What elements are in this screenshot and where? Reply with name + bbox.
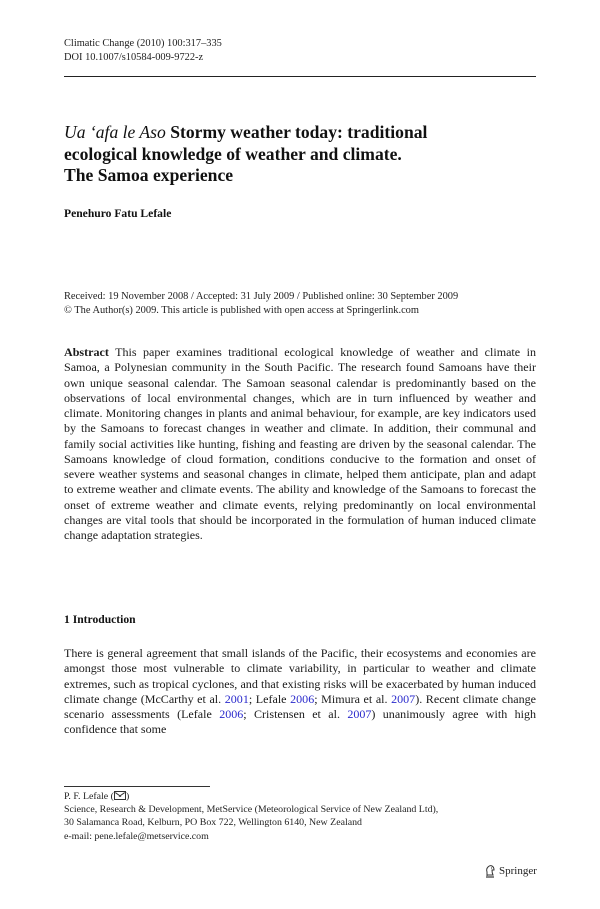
- section-heading-introduction: 1 Introduction: [64, 613, 136, 626]
- title-line3: The Samoa experience: [64, 165, 234, 185]
- springer-horse-icon: [484, 864, 496, 878]
- journal-header: [64, 37, 222, 65]
- journal-citation: Climatic Change (2010) 100:317–335: [64, 38, 222, 49]
- article-title: [64, 122, 536, 187]
- envelope-icon[interactable]: [114, 791, 126, 800]
- intro-text: ) unanimously agree with high confidence that some: [64, 707, 537, 737]
- title-line1: Stormy weather today: traditional: [165, 122, 428, 142]
- affiliation-author: P. F. Lefale: [64, 791, 109, 802]
- intro-text: There is general agreement that small islands of the Pacific, their ecosystems and economies are amongst those most vulnerable to climate variability, in particular to weather and climate extremes, such as tropical cyclones, and that existing risks will be exacerbated by human induced climate change (McCarthy et al.: [64, 646, 536, 706]
- copyright-line: © The Author(s) 2009. This article is published with open access at Springerlink.com: [64, 305, 419, 316]
- intro-text: ; Cristensen et al.: [243, 707, 348, 721]
- title-samoan-phrase: Ua ‘afa le Aso: [64, 122, 166, 142]
- footnote-rule: [64, 786, 210, 787]
- affiliation-name-line: P. F. Lefale ( ): [64, 791, 130, 802]
- intro-text: ; Mimura et al.: [314, 691, 392, 706]
- introduction-paragraph: [64, 646, 536, 738]
- intro-text: ; Lefale: [248, 691, 291, 706]
- abstract-text: This paper examines traditional ecological knowledge of weather and climate in Samoa, a Polynesian community in the South Pacific. The research found Samoans have their own unique seasonal calendar. The Samoan seasonal calendar is predominantly based on the observations of local environmental changes, which are in turn influenced by weather and climate. Monitoring changes in plants and animal behaviour, for example, are key indicators used by the Samoans to forecast changes in weather and climate. In addition, their communal and family social activities like hunting, fishing and feasting are driven by the seasonal calendar. The Samoans knowledge of cloud formation, conditions conducive to the formation and onset of severe weather systems and seasonal changes in climate, helped them anticipate, plan and adapt to extreme weather and climate events. The ability and knowledge of the Samoans to forecast the onset of extreme weather and climate events, relying predominantly on local environmental changes are vital tools that should be incorporated in the formulation of human induced climate change adaptation strategies.: [64, 345, 536, 542]
- citation-year-link[interactable]: 2006: [290, 691, 315, 706]
- dates-line: Received: 19 November 2008 / Accepted: 31 July 2009 / Published online: 30 September 2009: [64, 291, 459, 302]
- title-line2: ecological knowledge of weather and climate.: [64, 143, 402, 164]
- abstract-label: Abstract: [64, 345, 109, 359]
- abstract: [64, 345, 536, 543]
- affiliation-email[interactable]: e-mail: pene.lefale@metservice.com: [64, 830, 209, 842]
- journal-doi: DOI 10.1007/s10584-009-9722-z: [64, 52, 204, 63]
- intro-text: ). Recent climate change scenario assessments (Lefale: [64, 691, 536, 721]
- author-affiliation: [64, 790, 544, 843]
- publication-dates: [64, 290, 544, 318]
- publisher-mark: [484, 864, 537, 878]
- citation-year-link[interactable]: 2006: [219, 707, 244, 721]
- citation-year-link[interactable]: 2001: [224, 691, 249, 706]
- author-name: Penehuro Fatu Lefale: [64, 207, 172, 220]
- publisher-name: Springer: [499, 865, 537, 877]
- affiliation-address: 30 Salamanca Road, Kelburn, PO Box 722, Wellington 6140, New Zealand: [64, 817, 362, 829]
- citation-year-link[interactable]: 2007: [347, 707, 372, 721]
- header-rule: [64, 76, 536, 77]
- citation-year-link[interactable]: 2007: [391, 691, 416, 706]
- affiliation-org: Science, Research & Development, MetService (Meteorological Service of New Zealand Ltd),: [64, 804, 439, 816]
